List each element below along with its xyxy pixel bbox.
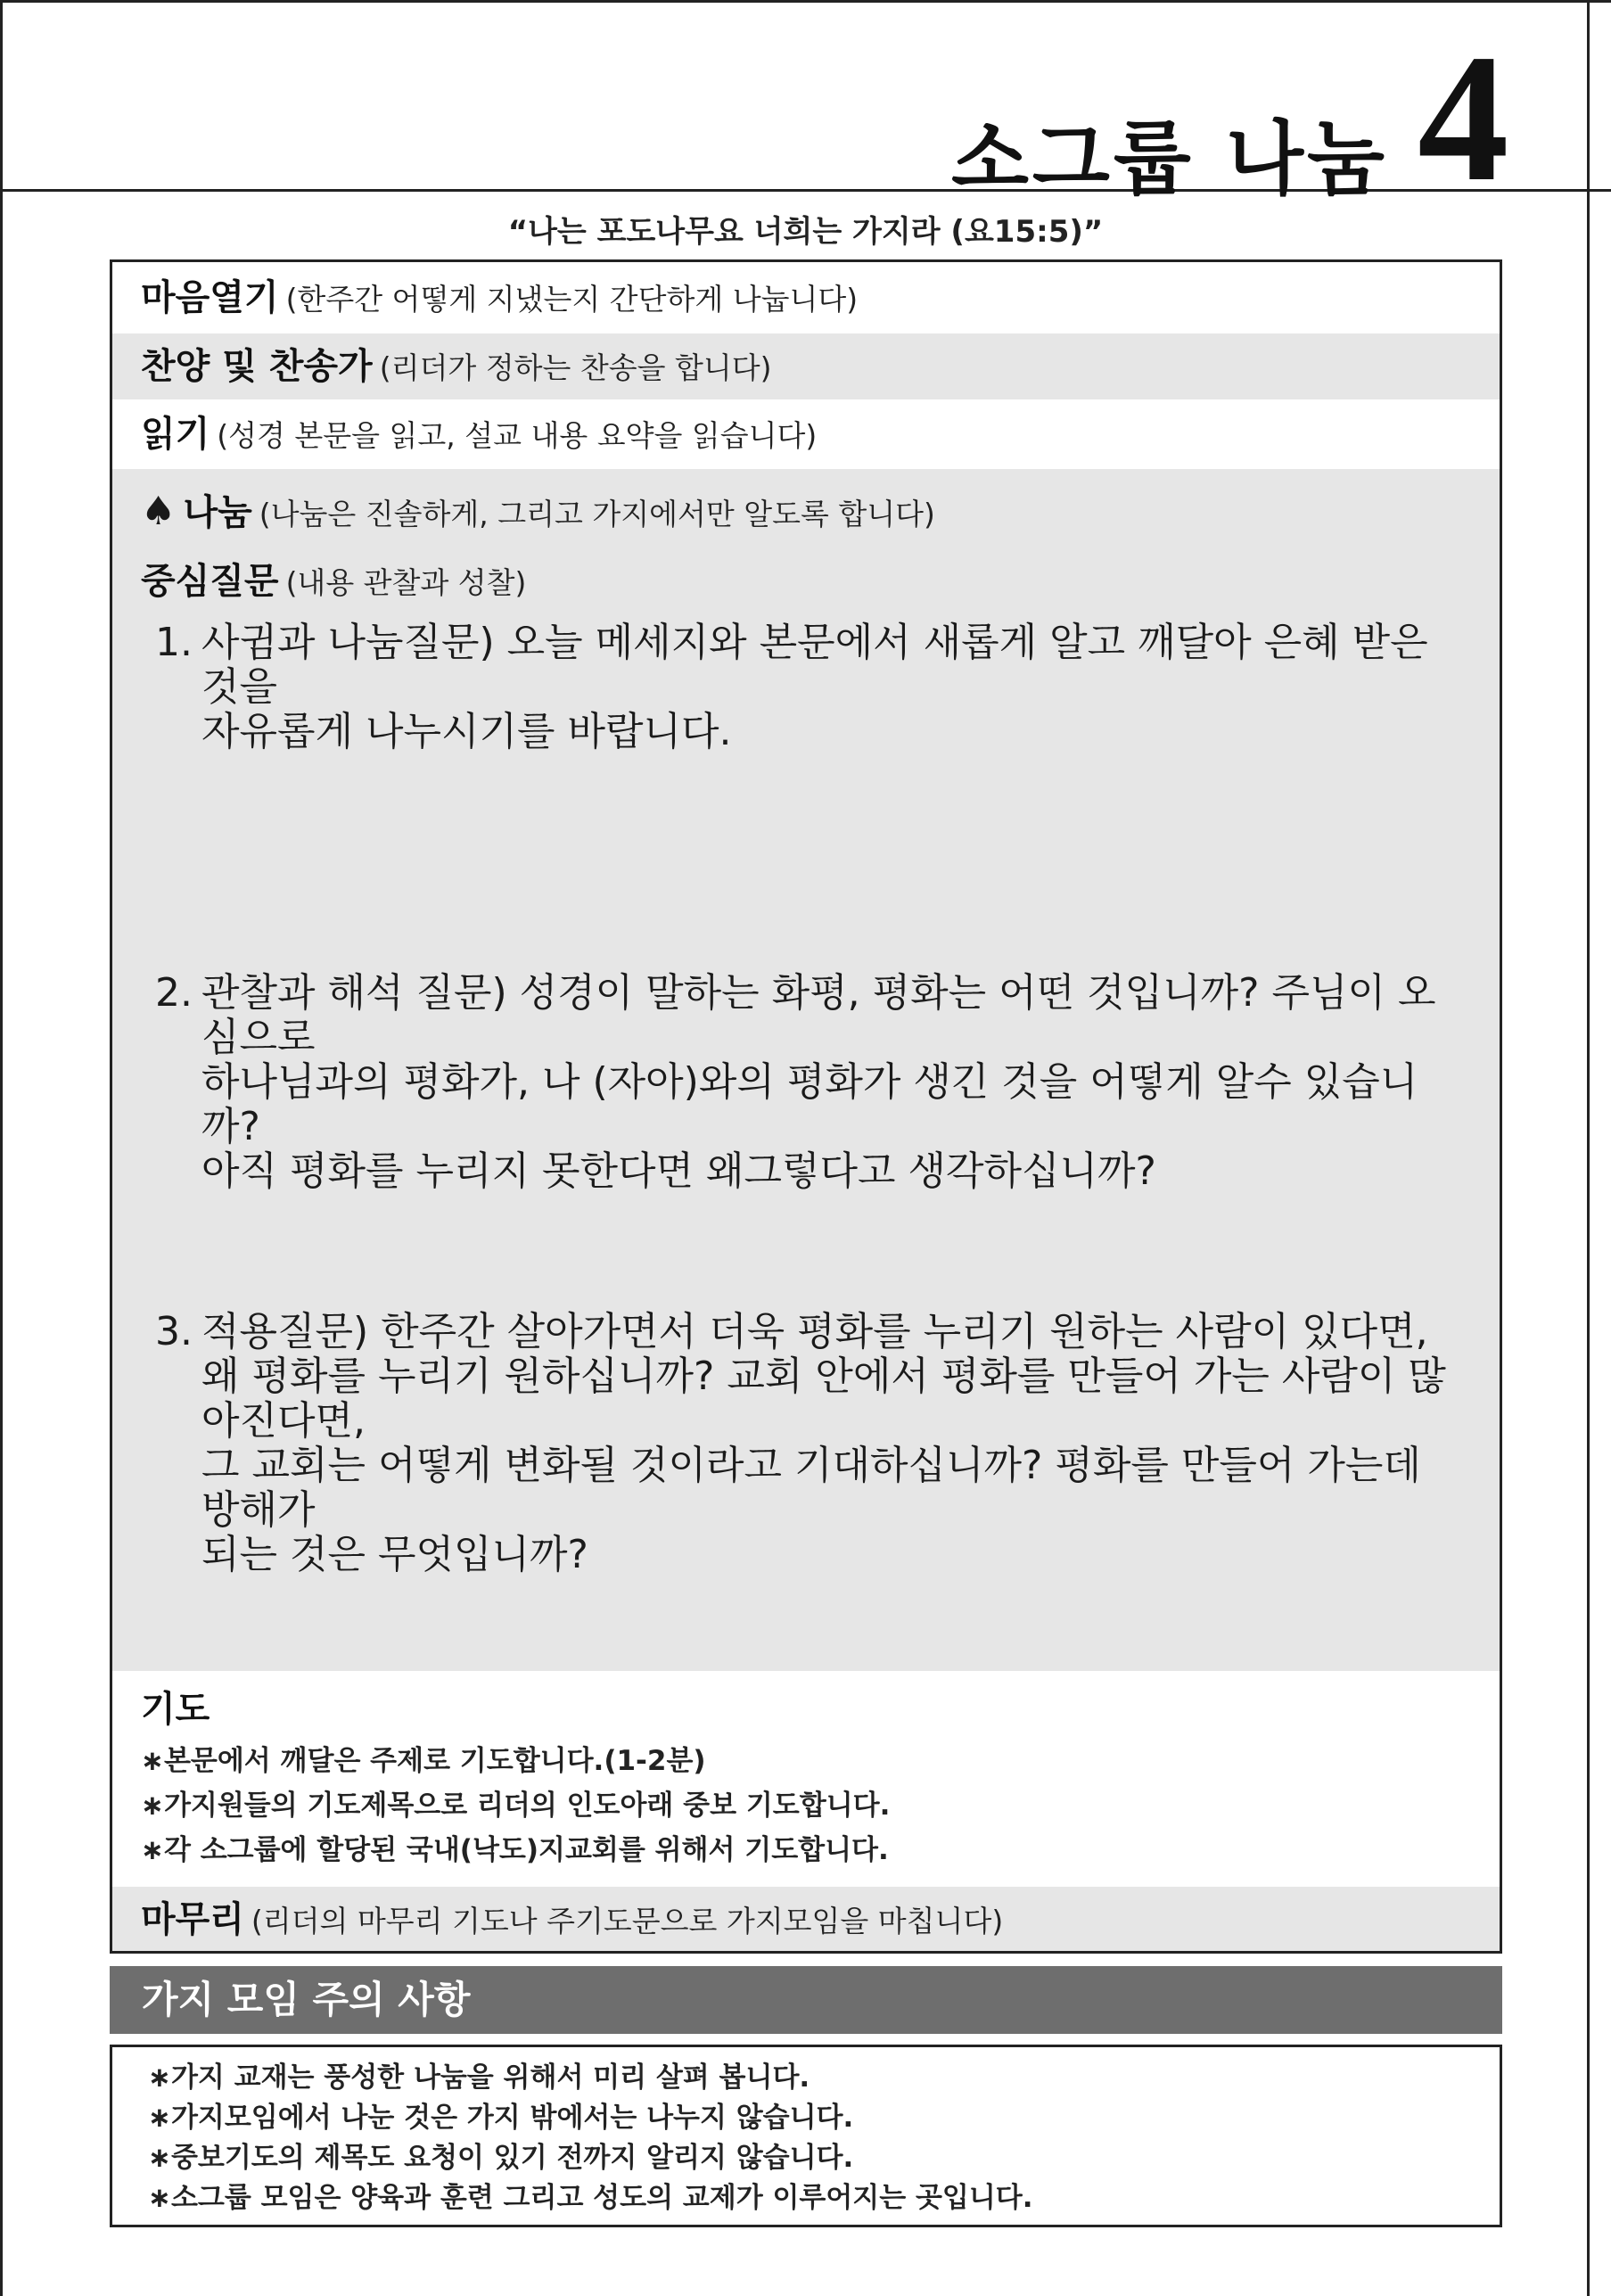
caution-item: ∗가지모임에서 나눈 것은 가지 밖에서는 나누지 않습니다. — [148, 2102, 854, 2134]
question-line: 아직 평화를 누리지 못한다면 왜그렇다고 생각하십니까? — [201, 1148, 1156, 1194]
spade-icon: ♠ — [141, 489, 177, 534]
verse-quote: “나는 포도나무요 너희는 가지라 (요15:5)” — [507, 214, 1104, 250]
prayer-title: 기도 — [141, 1689, 210, 1730]
praise-row — [112, 333, 1500, 399]
sharing-row — [112, 476, 1500, 547]
reading-title: 읽기 — [141, 414, 210, 455]
core-desc: (내용 관찰과 성찰) — [285, 565, 527, 600]
closing-row — [112, 1887, 1500, 1954]
question-line: 되는 것은 무엇입니까? — [201, 1532, 588, 1577]
reading-desc: (성경 본문을 읽고, 설교 내용 요약을 읽습니다) — [217, 418, 818, 453]
question-line: 하나님과의 평화가, 나 (자아)와의 평화가 생긴 것을 어떻게 알수 있습니까? — [201, 1059, 1418, 1149]
question-1 — [155, 621, 1448, 754]
question-line: 자유롭게 나누시기를 바랍니다. — [201, 709, 732, 754]
question-number: 3. — [155, 1309, 193, 1354]
question-number: 1. — [155, 620, 193, 665]
sharing-title: 나눔 — [183, 492, 252, 533]
question-2 — [155, 971, 1448, 1194]
prayer-item: ∗가지원들의 기도제목으로 리더의 인도아래 중보 기도합니다. — [141, 1790, 891, 1822]
opening-title: 마음열기 — [141, 277, 279, 318]
question-line: 그 교회는 어떻게 변화될 것이라고 기대하십니까? 평화를 만들어 가는데 방해가 — [201, 1443, 1421, 1533]
caution-box — [110, 2045, 1502, 2227]
caution-item: ∗소그룹 모임은 양육과 훈련 그리고 성도의 교제가 이루어지는 곳입니다. — [148, 2182, 1033, 2214]
closing-desc: (리더의 마무리 기도나 주기도문으로 가지모임을 마칩니다) — [251, 1904, 1004, 1938]
praise-desc: (리더가 정하는 찬송을 합니다) — [379, 350, 772, 385]
page-border-top — [0, 0, 1611, 3]
main-section-box — [110, 259, 1502, 1954]
reading-row — [112, 399, 1500, 469]
question-line: 관찰과 해석 질문) 성경이 말하는 화평, 평화는 어떤 것입니까? 주님이 오심으로 — [201, 970, 1436, 1060]
sharing-area — [112, 469, 1500, 1671]
question-line: 사귐과 나눔질문) 오늘 메세지와 본문에서 새롭게 알고 깨달아 은혜 받은 것을 — [201, 620, 1428, 710]
prayer-item: ∗각 소그룹에 할당된 국내(낙도)지교회를 위해서 기도합니다. — [141, 1834, 889, 1866]
question-number: 2. — [155, 970, 193, 1016]
page-title: 소그룹 나눔 — [950, 111, 1388, 206]
core-question-row — [112, 547, 1500, 615]
caution-item: ∗가지 교재는 풍성한 나눔을 위해서 미리 살펴 봅니다. — [148, 2061, 810, 2094]
page-border-right — [1587, 0, 1590, 2296]
opening-row — [112, 262, 1500, 333]
closing-title: 마무리 — [141, 1899, 244, 1940]
opening-desc: (한주간 어떻게 지냈는지 간단하게 나눕니다) — [285, 282, 859, 317]
page-number: 4 — [1418, 17, 1509, 219]
caution-header: 가지 모임 주의 사항 — [110, 1966, 1502, 2034]
prayer-item: ∗본문에서 깨달은 주제로 기도합니다.(1-2분) — [141, 1745, 706, 1777]
question-line: 적용질문) 한주간 살아가면서 더욱 평화를 누리기 원하는 사람이 있다면, — [201, 1309, 1428, 1354]
core-title: 중심질문 — [141, 561, 279, 602]
praise-title: 찬양 및 찬송가 — [141, 346, 373, 387]
question-3 — [155, 1310, 1448, 1577]
page-border-left — [0, 0, 3, 2296]
prayer-section — [112, 1671, 1500, 1876]
caution-item: ∗중보기도의 제목도 요청이 있기 전까지 알리지 않습니다. — [148, 2142, 854, 2174]
question-line: 왜 평화를 누리기 원하십니까? 교회 안에서 평화를 만들어 가는 사람이 많아진다면, — [201, 1354, 1446, 1444]
sharing-desc: (나눔은 진솔하게, 그리고 가지에서만 알도록 합니다) — [259, 497, 935, 531]
